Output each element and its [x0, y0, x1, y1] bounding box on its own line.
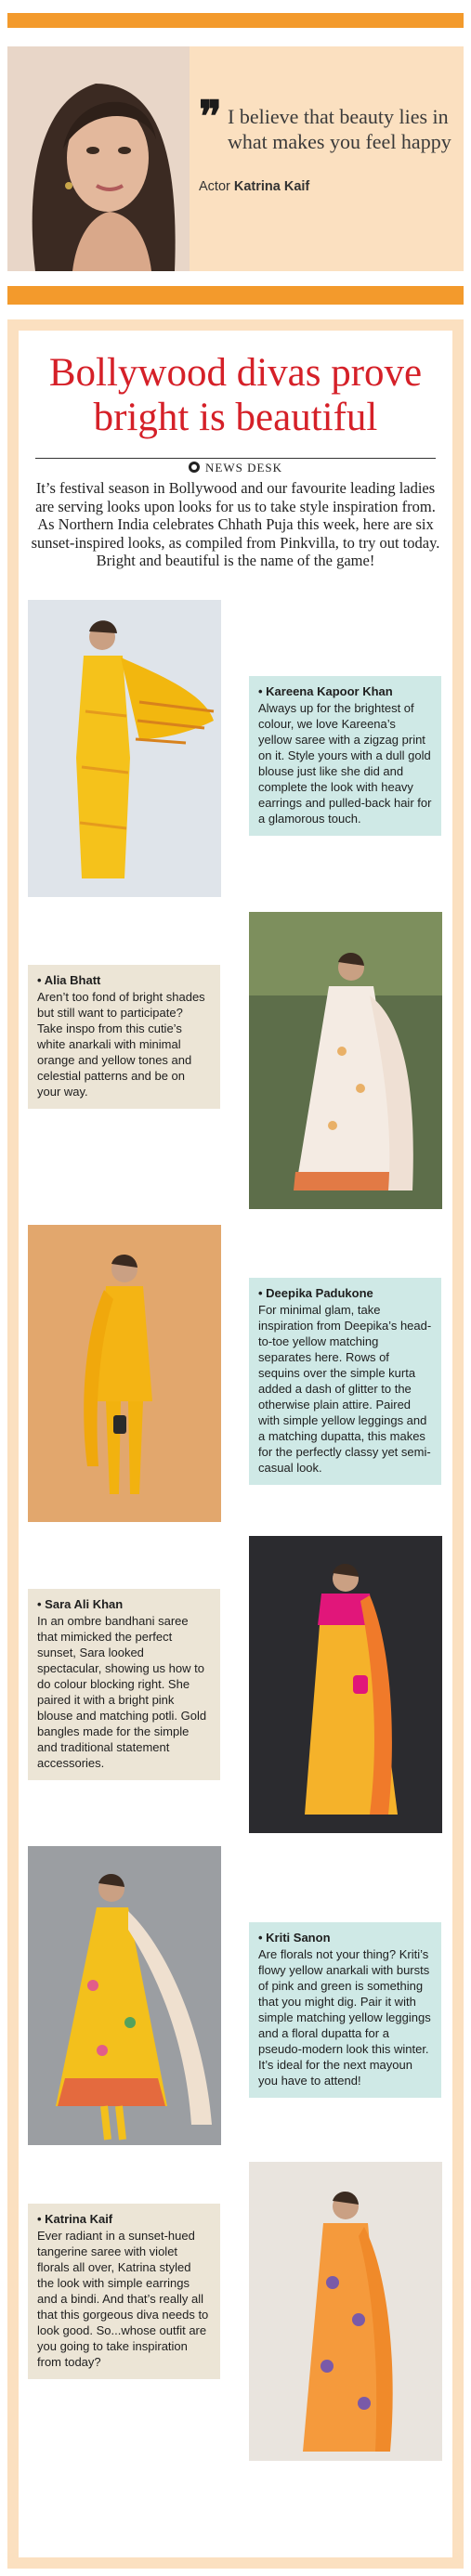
attribution-role: Actor — [199, 179, 230, 194]
newspaper-logo-icon — [189, 462, 200, 473]
kriti-photo-image — [28, 1846, 221, 2145]
look-name: • Sara Ali Khan — [37, 1597, 124, 1611]
look-name: • Katrina Kaif — [37, 2212, 113, 2226]
article-panel — [7, 319, 464, 2569]
article-headline: Bollywood divas prove bright is beautiful — [48, 351, 423, 439]
pull-quote-text: I believe that beauty lies in what makes you feel happy — [228, 105, 451, 153]
look-description: For minimal glam, take inspiration from Deepika’s head-to-toe yellow matching separates here. Rows of sequins over the simple kurta added a dash of glitter to the otherwise plain attire. Paired with simple yellow leggings and a matching dupatta, this makes for the perfectly classy yet semi-casual look. — [258, 1303, 432, 1475]
top-orange-bar — [7, 13, 464, 28]
look-card-kriti — [249, 1922, 441, 2098]
article-body — [19, 331, 452, 2557]
sara-photo-image — [249, 1536, 442, 1833]
article-intro: It’s festival season in Bollywood and our favourite leading ladies are serving looks upon looks for us to take style inspiration from. As Northern India celebrates Chhath Puja this week, here are six sunset-inspired looks, as compiled from Pinkvilla, to try out today. Bright and beautiful is the name of the game! — [31, 479, 440, 569]
look-card-katrina — [28, 2204, 220, 2379]
look-name: • Deepika Padukone — [258, 1286, 373, 1300]
quote-mark-icon: ❞ — [199, 93, 222, 140]
look-description: In an ombre bandhani saree that mimicked the perfect sunset, Sara looked spectacular, showing us how to do colour blocking right. She paired it with a bright pink blouse and matching potli. Gold bangles made for the simple and traditional statement accessories. — [37, 1614, 207, 1770]
look-card-alia — [28, 965, 220, 1109]
look-name: • Kriti Sanon — [258, 1931, 331, 1945]
look-description: Aren’t too fond of bright shades but still want to participate? Take inspo from this cutie’s white anarkali with minimal orange and yellow tones and celestial patterns and be on your way. — [37, 990, 205, 1099]
look-description: Always up for the brightest of colour, we love Kareena’s yellow saree with a zigzag print on it. Style yours with a dull gold blouse just like she did and complete the look with heavy earrings and pulled-back hair for a glamorous touch. — [258, 701, 432, 826]
quote-panel — [7, 46, 464, 271]
kareena-photo-image — [28, 600, 221, 897]
katrina-portrait-image — [7, 46, 190, 271]
look-description: Are florals not your thing? Kriti’s flowy yellow anarkali with bursts of pink and green is something that you might dig. Pair it with simple matching yellow leggings and a floral dupatta for a pseudo-modern look this winter. It’s ideal for the next mayoun you have to attend! — [258, 1947, 431, 2088]
look-card-kareena — [249, 676, 441, 836]
byline — [19, 461, 452, 475]
look-card-deepika — [249, 1278, 441, 1485]
deepika-photo-image — [28, 1225, 221, 1522]
look-name: • Alia Bhatt — [37, 973, 101, 987]
byline-text: NEWS DESK — [204, 461, 283, 475]
divider-orange-bar — [7, 286, 464, 305]
katrina-photo-image — [249, 2162, 442, 2461]
attribution-name: Katrina Kaif — [233, 179, 310, 194]
alia-photo-image — [249, 912, 442, 1209]
quote-attribution — [199, 179, 309, 194]
byline-rule — [35, 458, 436, 459]
look-name: • Kareena Kapoor Khan — [258, 684, 393, 698]
look-description: Ever radiant in a sunset-hued tangerine saree with violet florals all over, Katrina styled the look with simple earrings and a bindi. And that’s really all that this gorgeous diva needs to look good. So...whose outfit are you going to take inspiration from today? — [37, 2229, 209, 2369]
look-card-sara — [28, 1589, 220, 1780]
